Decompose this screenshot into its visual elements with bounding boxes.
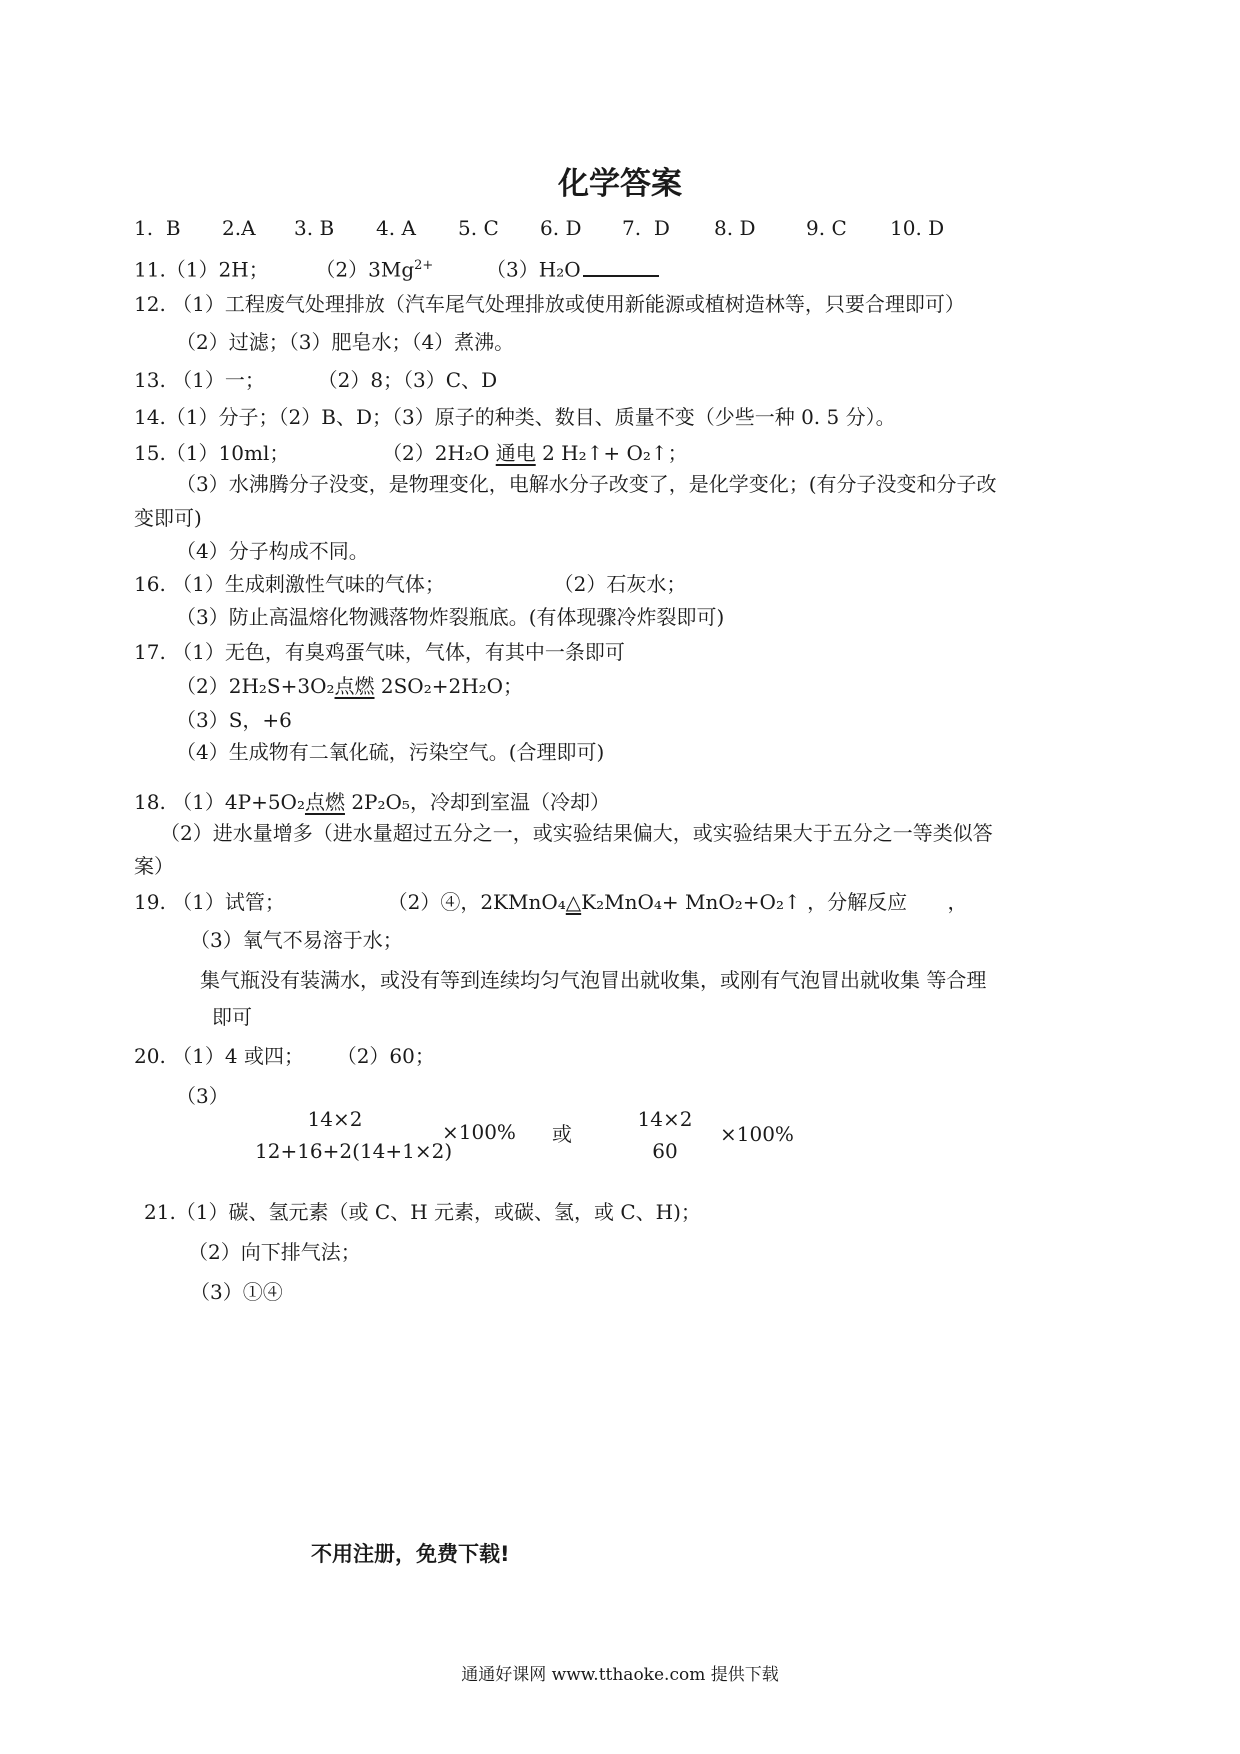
q17-equation-right: 2SO₂+2H₂O；: [374, 674, 524, 698]
q-answer: B: [319, 216, 335, 240]
q19-equation-right: K₂MnO₄+ MnO₂+O₂↑ ，分解反应: [581, 890, 908, 914]
answer-19-line2: （3）氧气不易溶于水；: [190, 928, 403, 952]
q15-equation-left: （2）2H₂O: [382, 441, 496, 465]
q17-equation-left: （2）2H₂S+3O₂: [176, 674, 335, 698]
answer-7: [622, 214, 670, 242]
answer-17-line2: [176, 672, 523, 700]
answer-2: [222, 214, 256, 242]
q19-equation-left: （2）④，2KMnO₄: [387, 890, 566, 914]
q11-part1: 11.（1）2H；: [134, 257, 269, 282]
q18-equation-left: 18. （1）4P+5O₂: [134, 790, 305, 814]
q11-part2: （2）3Mg: [315, 257, 415, 282]
q20-part1: 20. （1）4 或四；: [134, 1044, 304, 1068]
q-answer: A: [241, 216, 256, 240]
answer-12-line2: （2）过滤；（3）肥皂水；（4）煮沸。: [176, 330, 515, 354]
answer-18-line3: 案）: [134, 854, 174, 878]
q-answer: B: [165, 216, 181, 240]
q-number: 7.: [622, 216, 642, 240]
formula-1-percent: ×100%: [442, 1120, 516, 1144]
blank-line: [583, 255, 659, 277]
answer-3: [294, 214, 334, 242]
reaction-condition: 点燃: [304, 790, 345, 814]
answer-12-line1: 12. （1）工程废气处理排放（汽车尾气处理排放或使用新能源或植树造林等，只要合理即可）: [134, 292, 965, 316]
q-number: 3.: [294, 216, 314, 240]
q16-part2: （2）石灰水；: [553, 572, 687, 596]
answer-19-line4: 即可: [212, 1005, 252, 1029]
formula-2-numerator: 14×2: [637, 1107, 693, 1131]
answer-16-line1: [134, 570, 686, 598]
answer-4: [376, 214, 416, 242]
answer-19-line3: 集气瓶没有装满水，或没有等到连续均匀气泡冒出就收集，或刚有气泡冒出就收集 等合理: [200, 968, 987, 992]
q11-charge: 2+: [414, 258, 434, 273]
q15-equation-right: 2 H₂↑+ O₂↑；: [535, 441, 688, 465]
q11-part3: （3）H₂O: [486, 257, 581, 282]
q15-part1: 15.（1）10ml；: [134, 441, 290, 465]
q-answer: C: [483, 216, 499, 240]
answer-21-line3: （3）①④: [190, 1280, 283, 1304]
q-number: 8.: [714, 216, 734, 240]
page-title: 化学答案: [558, 166, 682, 202]
answer-10: [890, 214, 944, 242]
answer-15-line4: （4）分子构成不同。: [176, 539, 369, 563]
q-answer: A: [401, 216, 416, 240]
q19-comma: ，: [947, 890, 968, 914]
q-number: 1.: [134, 216, 154, 240]
answer-20-part3-label: （3）: [176, 1084, 229, 1108]
answer-11: [134, 252, 659, 284]
answer-15-line2: （3）水沸腾分子没变，是物理变化，电解水分子改变了，是化学变化；(有分子没变和分子改: [176, 472, 997, 496]
formula-2-percent: ×100%: [720, 1122, 794, 1146]
or-label: 或: [552, 1122, 572, 1146]
reaction-condition: 通电: [495, 441, 536, 465]
q-number: 6.: [540, 216, 560, 240]
answer-13: [134, 366, 497, 394]
answer-1: [134, 214, 181, 242]
q-number: 10.: [890, 216, 922, 240]
formula-2-denominator: 60: [652, 1139, 678, 1163]
answer-15-line3: 变即可): [134, 506, 202, 530]
formula-1: [255, 1104, 453, 1166]
answer-15-line1: [134, 439, 688, 467]
formula-1-denominator: 12+16+2(14+1×2): [255, 1139, 453, 1163]
reaction-condition: 点燃: [334, 674, 375, 698]
q18-equation-right: 2P₂O₅，冷却到室温（冷却）: [344, 790, 610, 814]
q-number: 2.: [222, 216, 242, 240]
reaction-condition: △: [565, 890, 582, 914]
q16-part1: 16. （1）生成刺激性气味的气体；: [134, 572, 445, 596]
q-answer: D: [739, 216, 756, 240]
answer-17-line1: 17. （1）无色，有臭鸡蛋气味，气体，有其中一条即可: [134, 640, 625, 664]
q-answer: D: [653, 216, 670, 240]
answer-20-line1: [134, 1042, 435, 1070]
q19-part1: 19. （1）试管；: [134, 890, 285, 914]
q-number: 5.: [458, 216, 478, 240]
answer-8: [714, 214, 756, 242]
footer-source: 通通好课网 www.tthaoke.com 提供下载: [461, 1665, 779, 1685]
answer-17-line3: （3）S，+6: [176, 708, 292, 732]
q13-part2: （2）8；（3）C、D: [317, 368, 498, 392]
q-number: 9.: [806, 216, 826, 240]
answer-9: [806, 214, 847, 242]
q-number: 4.: [376, 216, 396, 240]
q-answer: D: [565, 216, 582, 240]
answer-14: 14.（1）分子；（2）B、D；（3）原子的种类、数目、质量不变（少些一种 0. 5 分）。: [134, 405, 896, 429]
answer-18-line1: [134, 788, 610, 816]
formula-1-numerator: 14×2: [307, 1107, 363, 1131]
q-answer: D: [928, 216, 945, 240]
answer-18-line2: （2）进水量增多（进水量超过五分之一，或实验结果偏大，或实验结果大于五分之一等类似答: [160, 821, 993, 845]
answer-21-line2: （2）向下排气法；: [188, 1240, 361, 1264]
formula-2: [630, 1104, 700, 1166]
promo-text: 不用注册，免费下载!: [311, 1542, 510, 1566]
answer-6: [540, 214, 582, 242]
answer-17-line4: （4）生成物有二氧化硫，污染空气。(合理即可): [176, 740, 605, 764]
answer-19-line1: [134, 888, 967, 916]
answer-21-line1: 21.（1）碳、氢元素（或 C、H 元素，或碳、氢，或 C、H)；: [144, 1200, 701, 1224]
answer-5: [458, 214, 499, 242]
q-answer: C: [831, 216, 847, 240]
answer-16-line2: （3）防止高温熔化物溅落物炸裂瓶底。(有体现骤冷炸裂即可): [176, 605, 725, 629]
q13-part1: 13. （1）一；: [134, 368, 265, 392]
q20-part2: （2）60；: [336, 1044, 435, 1068]
